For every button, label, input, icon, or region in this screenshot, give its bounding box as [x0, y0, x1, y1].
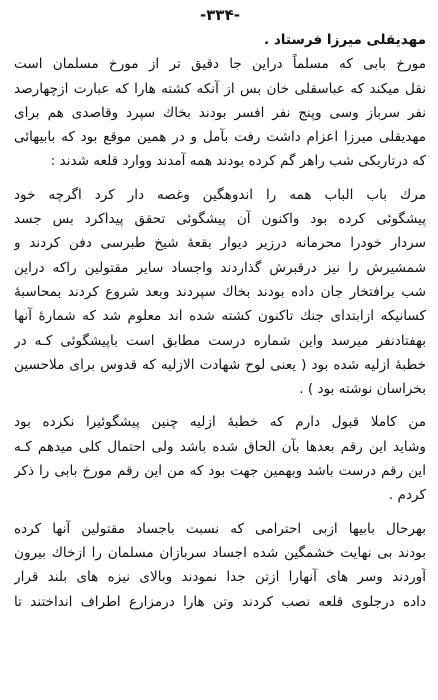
- paragraph-gap: [14, 401, 426, 410]
- text-line: بهفتادنفر میرسد واین شماره درست مطابق است باپیشگوئی کـه در: [14, 332, 426, 349]
- text-line: سردار خودرا محرمانه درزیر دیوار بقعهٔ شیخ طبرسی دفن کردند و: [14, 235, 426, 252]
- text-line: مرك باب الباب همه را اندوهگین وغصه دار کرد اگرچه خود: [14, 186, 426, 203]
- text-line: این رقم درست باشد وبهمین جهت بود که من این رقم مورخ بابی را ذکر: [14, 463, 426, 480]
- text-line: نقل میکند که عباسقلی خان بس از آنکه کشته هارا که عبارت ازچهارصد: [14, 80, 426, 97]
- text-line: پیشگوئی کرده بود واکنون آن پیشگوئی تحقق پیداکرد بس جسد: [14, 211, 426, 228]
- text-line: مورخ بابی که مسلماً دراین جا دقیق تر از مورخ مسلمان است: [14, 56, 426, 73]
- text-line: خطبهٔ ازلیه شده بود ( یعنی لوح شهادت الازلیه که قدوس برای ملاحسین: [14, 356, 426, 373]
- text-line: مهدیقلی میرزا اعزام داشت رفت بآمل و در همین موقع بود که بابیهائی: [14, 129, 426, 146]
- text-line: بخراسان نوشته بود ) .: [299, 381, 426, 398]
- text-line: بهرحال بابیها ازبی احترامی که نسبت باجساد مقتولین آنها کرده: [14, 520, 426, 537]
- paragraph: [14, 517, 426, 614]
- paragraph: [14, 52, 426, 173]
- paragraph: [14, 410, 426, 507]
- paragraph-gap: [14, 174, 426, 183]
- paragraph-gap: [14, 508, 426, 517]
- text-line: نفر سرباز وسی وپنج نفر افسر بودند بخاك سپرد وقاصدی هم برای: [14, 104, 426, 121]
- text-line: کسانیکه ازابتدای جنك تاکنون کشته شده اند معلوم شد که شمارهٔ آنها: [14, 308, 426, 325]
- text-line: شب برافتخار جان داده بودند بخاك سپردند وبعد شروع کردند بمحاسبهٔ: [14, 283, 426, 300]
- text-line: شمشیرش را نیز درقبرش گذاردند واجساد سایر مقتولین راکه دراین: [14, 259, 426, 276]
- text-line: که درتاریکی شب راهر گم کرده بودند همه آمدند ووارد قلعه شدند :: [50, 153, 426, 170]
- text-line: آوردند وسر های آنهارا ازتن جدا نمودند وبالای نیزه های بلند قرار: [14, 569, 426, 586]
- paragraph: [14, 28, 426, 52]
- text-line: وشاید این رقم بعدها بآن الحاق شده باشد ولی احتمال کلی میدهم کـه: [14, 438, 426, 455]
- text-line: بودند بی نهایت خشمگین شده اجساد سربازان مسلمان را ازخاك بیرون: [14, 544, 426, 561]
- paragraph: [14, 183, 426, 402]
- text-line: داده درجلوی قلعه نصب کردند وتن هارا درمزارع اطراف انداختند تا: [14, 593, 426, 610]
- text-line: مهدیقلی میرزا فرستاد .: [263, 32, 426, 48]
- text-line: کردم .: [388, 487, 426, 504]
- text-line: من کاملا قبول دارم که خطبهٔ ازلیه چنین پیشگوئیرا نکرده بود: [14, 414, 426, 431]
- page-number: -۳۳۴-: [200, 6, 240, 24]
- body-text: [14, 28, 426, 614]
